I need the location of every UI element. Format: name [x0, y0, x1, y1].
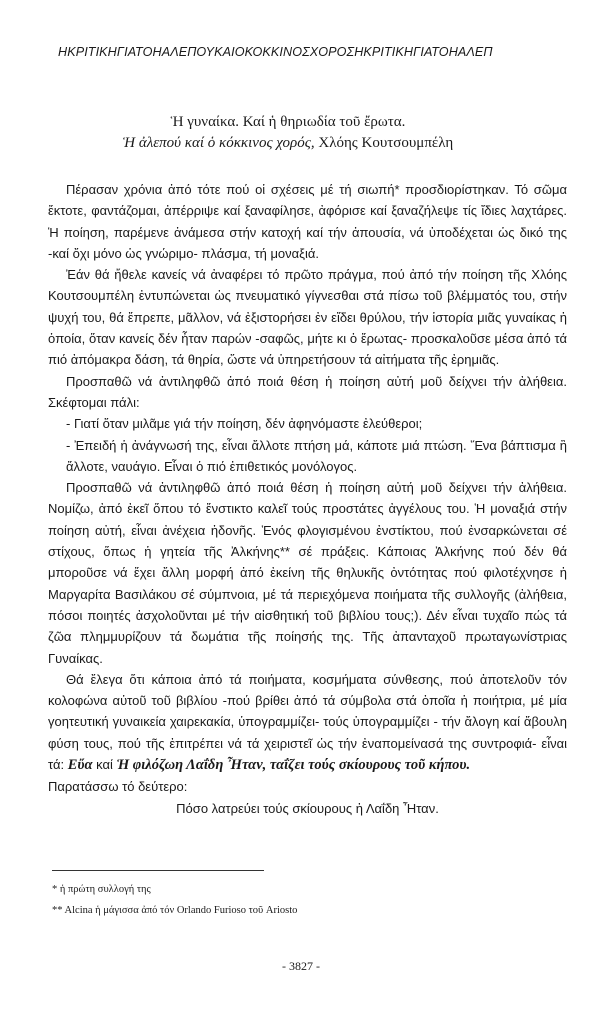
paragraph-3: Προσπαθῶ νά ἀντιληφθῶ ἀπό ποιά θέση ἡ ποίηση αὐτή μοῦ δείχνει τήν ἀλήθεια. Σκέφτομαι πάλι:: [48, 373, 567, 410]
dialogue-line-1: - Γιατί ὅταν μιλᾶμε γιά τήν ποίηση, δέν ἀφηνόμαστε ἐλεύθεροι;: [66, 416, 423, 432]
paragraph-4: Προσπαθῶ νά ἀντιληφθῶ ἀπό ποιά θέση ἡ ποίηση αὐτή μοῦ δείχνει τήν ἀλήθεια. Νομίζω, ἀπό ἐκεῖ ὅπου τό ἔνστικτο καλεῖ τούς προστάτες ἀγγέλους του. Ἡ μοναξιά στήν ποίηση αὐτή, εἶναι ἀνέχεια ἡδονῆς. Ἑνός φλογισμένου ἐνστίκτου, πού ἐνσαρκώνεται σέ στίχους, ὅπως ἡ γητεία τῆς Ἀλκήνης** σέ πράξεις. Κάποιας Ἀλκήνης πού δέν θά μποροῦσε νά ἔχει ἄλλη μορφή ἀπό ἐκείνη τῆς θηλυκῆς ὀντότητας πού φιλοτέχνησε ἡ Μαργαρίτα Βασιλάκου σέ σύμπνοια, μέ τά περιεχόμενα ποιήματα τῆς συλλογῆς (ἀλήθεια, πόσοι ποιητές ἀσχολοῦνται μέ τήν αἰσθητική τοῦ βιβλίου τους;). Δέν εἶναι τυχαῖο πώς τά ζῶα πλημμυρίζουν τά δωμάτια τῆς ποίησής της. Τῆς ἀπανταχοῦ πρωταγωνίστριας Γυναίκας.: [48, 480, 567, 666]
footnote-rule: [52, 870, 264, 871]
page-number: - 3827 -: [282, 959, 320, 973]
article-title: [60, 112, 516, 154]
book-title: Ἡ ἀλεπού καί ὁ κόκκινος χορός,: [122, 135, 315, 151]
paragraph-5: [48, 669, 567, 776]
article-body: [48, 179, 567, 819]
title-line-1: Ἡ γυναίκα. Καί ἡ θηριωδία τοῦ ἔρωτα.: [170, 114, 406, 130]
paragraph-2: Ἐάν θά ἤθελε κανείς νά ἀναφέρει τό πρῶτο πράγμα, πού ἀπό τήν ποίηση τῆς Χλόης Κουτσουμπέλη ἐντυπώνεται ὡς πνευματικό γίγνεσθαι στά πίσω τοῦ βλέμματός του, στήν ψυχή του, θά ἔπρεπε, μᾶλλον, νά ἐξιστορήσει ἐν εἴδει θρύλου, τήν ἱστορία μιᾶς γυναίκας ἡ ὁποία, ὅταν κανείς δέν ἦταν παρών -σαφῶς, μήτε κι ὁ ἔρωτας- προσκαλοῦσε μέσα ἀπό τά πιό ἀπόμακρα δάση, τά θηρία, ὥστε νά ὑπηρετήσουν τά αἰτήματα τῆς ἐρημιᾶς.: [48, 267, 567, 368]
poem-title-1: Εὔα: [67, 757, 93, 774]
paragraph-5-text: Θά ἔλεγα ὅτι κάποια ἀπό τά ποιήματα, κοσμήματα σύνθεσης, πού ἀποτελοῦν τόν κολοφώνα αὐτοῦ τοῦ βιβλίου -πού βρίθει ἀπό τά σύμβολα στά ὁποῖα ἡ ποιήτρια, μέ μία γοητευτική γυναικεία χαιρεκακία, ὑπογραμμίζει- τούς ὑπογραμμίζει - τήν ἄλογη καί ἄβουλη φύση τους, πού τῆς ἐπιτρέπει νά τά χειριστεῖ ὡς τήν ἐναπομείνασά της συντροφιά- εἶναι τά:: [48, 671, 567, 773]
footnote-2: ** Alcina ἡ μάγισσα ἀπό τόν Orlando Furioso τοῦ Ariosto: [52, 905, 298, 916]
author-name: Χλόης Κουτσουμπέλη: [314, 135, 454, 151]
quoted-verse: Πόσο λατρεύει τούς σκίουρους ἡ Λαΐδη Ἦταν.: [176, 800, 439, 816]
footnotes: [52, 879, 552, 921]
paragraph-5-conjunction: καί: [92, 757, 117, 773]
footnote-1: * ἡ πρώτη συλλογή της: [52, 884, 151, 895]
running-head: ΗΚΡΙΤΙΚΗΓΙΑΤΟΗΑΛΕΠΟΥΚΑΙΟΚΟΚΚΙΝΟΣΧΟΡΟΣΗΚΡΙΤΙΚΗΓΙΑΤΟΗΑΛΕΠ: [58, 45, 493, 59]
paragraph-6: Παρατάσσω τό δεύτερο:: [48, 779, 188, 795]
title-line-2: [60, 133, 516, 154]
paragraph-1: Πέρασαν χρόνια ἀπό τότε πού οἱ σχέσεις μέ τή σιωπή* προσδιορίστηκαν. Τό σῶμα ἔκτοτε, φαντάζομαι, ἀπέρριψε καί ξαναφίλησε, ἀφόρισε καί ξαναζήλεψε τίς ἴδιες λαχτάρες. Ἡ ποίηση, παρέμενε ἀνάμεσα στήν κατοχή καί τήν ἀπουσία, νά ὑποδέχεται ὡς δικό της -καί ὄχι μόνο ὡς γνώριμο- πλάσμα, τή μοναξιά.: [48, 182, 567, 261]
dialogue-line-2: - Ἐπειδή ἡ ἀνάγνωσή της, εἶναι ἄλλοτε πτήση μά, κάποτε μιά πτώση. Ἕνα βάπτισμα ἢ ἄλλοτε, ναυάγιο. Εἶναι ὁ πιό ἐπιθετικός μονόλογος.: [66, 437, 567, 474]
poem-title-2: Ἡ φιλόζωη Λαΐδη Ἦταν, ταΐζει τούς σκίουρους τοῦ κήπου.: [116, 757, 471, 774]
